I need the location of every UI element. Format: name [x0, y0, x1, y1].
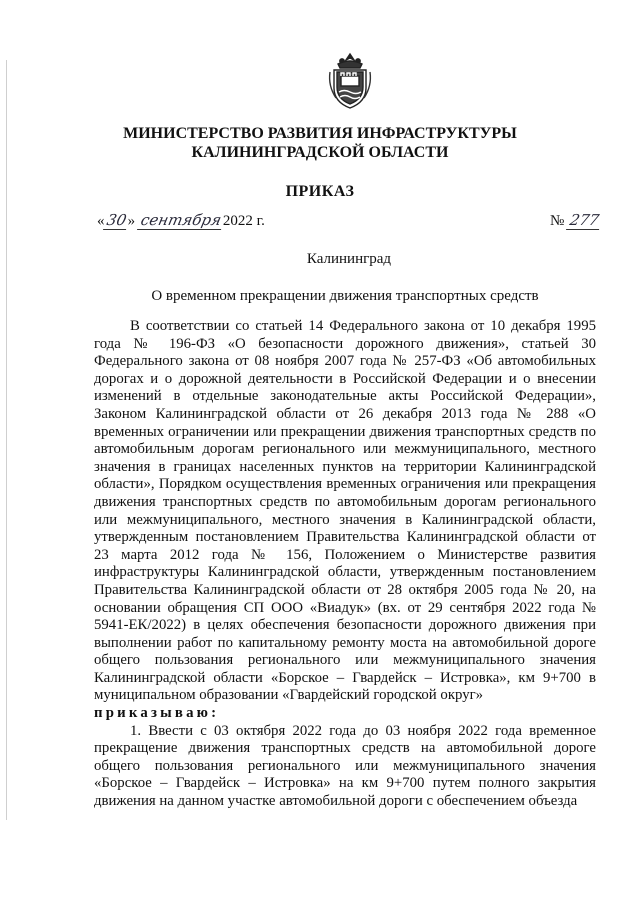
date-day-handwritten: 30 — [102, 211, 129, 230]
date-month-handwritten: сентября — [137, 211, 225, 230]
ministry-name — [0, 124, 640, 162]
order-body — [94, 318, 596, 811]
order-number-handwritten: 277 — [566, 211, 603, 230]
orders-word: приказываю: — [94, 705, 220, 722]
preamble-paragraph: В соответствии со статьей 14 Федерального закона от 10 декабря 1995 года № 196-ФЗ «О безопасности дорожного движения», статьей 30 Федерального закона от 08 ноября 2007 года № 257-ФЗ «Об автомобильных дорогах и о дорожной деятельности в Российской Федерации и о внесении изменений в отдельные законодательные акты Российской Федерации», Законом Калининградской области от 26 декабря 2013 года № 288 «О временных ограничении или прекращении движения транспортных средств по автомобильным дорогам регионального или межмуниципального, местного значения в границах населенных пунктов на территории Калининградской области», Порядком осуществления временных ограничения или прекращения движения транспортных средств по автомобильным дорогам регионального или межмуниципального, местного значения в Калининградской области, утвержденным постановлением Правительства Калининградской области от 23 марта 2012 года № 156, Положением о Министерстве развития инфраструктуры Калининградской области, утвержденным постановлением Правительства Калининградской области от 28 октября 2005 года № 20, на основании обращения СП ООО «Виадук» (вх. от 29 сентября 2022 года № 5941-ЕК/2022) в целях обеспечения безопасности дорожного движения при выполнении работ по капитальному ремонту моста на автомобильной дороге общего пользования регионального или межмуниципального значения Калининградской области «Борское – Гвардейск – Истровка», км 9+700 в муниципальном образовании «Гвардейский городской округ» — [94, 318, 596, 704]
page-edge-line — [6, 60, 7, 820]
date-year: 2022 г. — [222, 213, 265, 229]
order-item-1: 1. Ввести с 03 октября 2022 года до 03 ноября 2022 года временное прекращение движения транспортных средств на автомобильной дороге общего пользования регионального или межмуниципального значения «Борское – Гвардейск – Истровка» на км 9+700 путем полного закрытия движения на данном участке автомобильной дороги с обеспечением объезда — [94, 722, 596, 810]
ministry-name-line1: МИНИСТЕРСТВО РАЗВИТИЯ ИНФРАСТРУКТУРЫ — [123, 125, 517, 142]
ministry-name-line2: КАЛИНИНГРАДСКОЙ ОБЛАСТИ — [191, 144, 449, 161]
order-number — [550, 211, 601, 230]
date-quote-open: « — [97, 213, 105, 229]
order-date — [97, 211, 265, 230]
document-type-title: ПРИКАЗ — [285, 183, 355, 200]
city-name: Калининград — [306, 251, 392, 267]
number-sign: № — [550, 213, 565, 229]
date-quote-close: » — [127, 213, 136, 229]
coat-of-arms-emblem — [326, 52, 374, 110]
order-subject: О временном прекращении движения транспортных средств — [151, 288, 539, 304]
